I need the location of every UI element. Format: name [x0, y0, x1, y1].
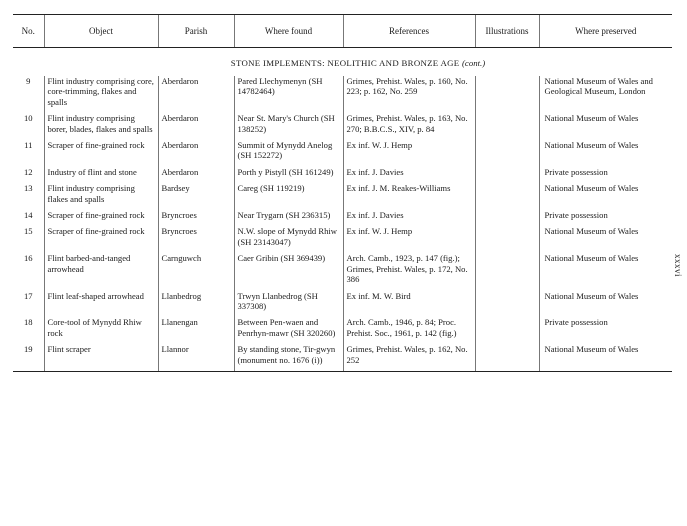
- row-where-preserved: National Museum of Wales: [539, 140, 672, 167]
- header-where-preserved: Where preserved: [539, 15, 672, 48]
- row-number: 14: [23, 210, 33, 221]
- row-parish: Bardsey: [158, 183, 234, 210]
- header-parish: Parish: [158, 15, 234, 48]
- row-where-found: Summit of Mynydd Anelog (SH 152272): [234, 140, 343, 167]
- row-where-found: Porth y Pistyll (SH 161249): [234, 167, 343, 183]
- row-illustrations: [475, 291, 539, 318]
- row-object: Scraper of fine-grained rock: [44, 140, 158, 167]
- row-parish: Aberdaron: [158, 76, 234, 113]
- row-references: Ex inf. J. Davies: [343, 167, 475, 183]
- row-where-preserved: Private possession: [539, 317, 672, 344]
- row-number: 11: [24, 140, 33, 151]
- table-row: [13, 344, 672, 371]
- header-illustrations: Illustrations: [475, 15, 539, 48]
- row-where-preserved: National Museum of Wales: [539, 344, 672, 371]
- row-object: Scraper of fine-grained rock: [44, 210, 158, 226]
- row-parish: Aberdaron: [158, 167, 234, 183]
- row-illustrations: [475, 210, 539, 226]
- row-object: Core-tool of Mynydd Rhiw rock: [44, 317, 158, 344]
- row-where-found: By standing stone, Tir-gwyn (monument no. 1676 (i)): [234, 344, 343, 371]
- row-where-preserved: National Museum of Wales: [539, 291, 672, 318]
- row-parish: Aberdaron: [158, 113, 234, 140]
- table-row: [13, 183, 672, 210]
- row-number: 13: [23, 183, 33, 194]
- row-where-preserved: Private possession: [539, 210, 672, 226]
- row-references: Ex inf. W. J. Hemp: [343, 140, 475, 167]
- row-references: Grimes, Prehist. Wales, p. 160, No. 223; p. 162, No. 259: [343, 76, 475, 113]
- row-number: 16: [23, 253, 33, 264]
- finds-table: [13, 14, 672, 372]
- row-parish: Carnguwch: [158, 253, 234, 290]
- row-parish: Bryncroes: [158, 226, 234, 253]
- table-row: [13, 253, 672, 290]
- row-where-found: Trwyn Llanbedrog (SH 337308): [234, 291, 343, 318]
- row-references: Ex inf. W. J. Hemp: [343, 226, 475, 253]
- row-number: 9: [26, 76, 31, 86]
- table-row: [13, 140, 672, 167]
- row-where-found: Pared Llechymenyn (SH 14782464): [234, 76, 343, 113]
- row-illustrations: [475, 253, 539, 290]
- table-row: [13, 210, 672, 226]
- row-where-preserved: National Museum of Wales: [539, 183, 672, 210]
- row-number: 18: [23, 317, 33, 328]
- row-illustrations: [475, 344, 539, 371]
- row-where-found: Near St. Mary's Church (SH 138252): [234, 113, 343, 140]
- row-parish: Bryncroes: [158, 210, 234, 226]
- section-heading-row: [13, 48, 672, 77]
- row-parish: Aberdaron: [158, 140, 234, 167]
- row-number: 17: [23, 290, 33, 301]
- row-object: Flint leaf-shaped arrowhead: [44, 291, 158, 318]
- row-where-found: N.W. slope of Mynydd Rhiw (SH 23143047): [234, 226, 343, 253]
- row-where-found: Caer Gribin (SH 369439): [234, 253, 343, 290]
- row-illustrations: [475, 183, 539, 210]
- row-illustrations: [475, 76, 539, 113]
- section-continued: (cont.): [461, 57, 486, 68]
- row-number: 10: [23, 113, 33, 124]
- header-row: [13, 15, 672, 48]
- row-where-preserved: National Museum of Wales: [539, 226, 672, 253]
- table-row: [13, 291, 672, 318]
- section-title: STONE IMPLEMENTS: NEOLITHIC AND BRONZE AGE: [230, 57, 460, 68]
- row-references: Ex inf. J. Davies: [343, 210, 475, 226]
- row-references: Grimes, Prehist. Wales, p. 162, No. 252: [343, 344, 475, 371]
- table-row: [13, 226, 672, 253]
- row-object: Flint barbed-and-tanged arrowhead: [44, 253, 158, 290]
- row-object: Flint industry comprising borer, blades, flakes and spalls: [44, 113, 158, 140]
- row-number: 15: [23, 226, 33, 237]
- row-references: Arch. Camb., 1923, p. 147 (fig.); Grimes, Prehist. Wales, p. 172, No. 386: [343, 253, 475, 290]
- row-parish: Llanengan: [158, 317, 234, 344]
- row-number: 12: [23, 166, 33, 177]
- row-references: Ex inf. J. M. Reakes-Williams: [343, 183, 475, 210]
- row-where-preserved: National Museum of Wales: [539, 113, 672, 140]
- row-parish: Llannor: [158, 344, 234, 371]
- header-no: No.: [13, 15, 44, 48]
- row-illustrations: [475, 113, 539, 140]
- header-references: References: [343, 15, 475, 48]
- row-references: Grimes, Prehist. Wales, p. 163, No. 270; B.B.C.S., XIV, p. 84: [343, 113, 475, 140]
- row-where-preserved: Private possession: [539, 167, 672, 183]
- row-illustrations: [475, 317, 539, 344]
- row-references: Ex inf. M. W. Bird: [343, 291, 475, 318]
- page-number-side: xxxvi: [673, 254, 683, 278]
- row-object: Flint industry comprising flakes and spalls: [44, 183, 158, 210]
- table-row: [13, 113, 672, 140]
- row-parish: Llanbedrog: [158, 291, 234, 318]
- row-illustrations: [475, 140, 539, 167]
- row-illustrations: [475, 167, 539, 183]
- table-row: [13, 76, 672, 113]
- table-row: [13, 317, 672, 344]
- row-number: 19: [13, 344, 44, 371]
- row-where-preserved: National Museum of Wales and Geological Museum, London: [539, 76, 672, 113]
- row-where-found: Near Trygarn (SH 236315): [234, 210, 343, 226]
- row-where-found: Careg (SH 119219): [234, 183, 343, 210]
- row-object: Flint industry comprising core, core-trimming, flakes and spalls: [44, 76, 158, 113]
- row-references: Arch. Camb., 1946, p. 84; Proc. Prehist. Soc., 1961, p. 142 (fig.): [343, 317, 475, 344]
- section-heading: [44, 48, 672, 77]
- row-object: Scraper of fine-grained rock: [44, 226, 158, 253]
- row-object: Industry of flint and stone: [44, 167, 158, 183]
- row-object: Flint scraper: [44, 344, 158, 371]
- table-row: [13, 167, 672, 183]
- row-where-preserved: National Museum of Wales: [539, 253, 672, 290]
- row-illustrations: [475, 226, 539, 253]
- row-where-found: Between Pen-waen and Penrhyn-mawr (SH 320260): [234, 317, 343, 344]
- header-where-found: Where found: [234, 15, 343, 48]
- header-object: Object: [44, 15, 158, 48]
